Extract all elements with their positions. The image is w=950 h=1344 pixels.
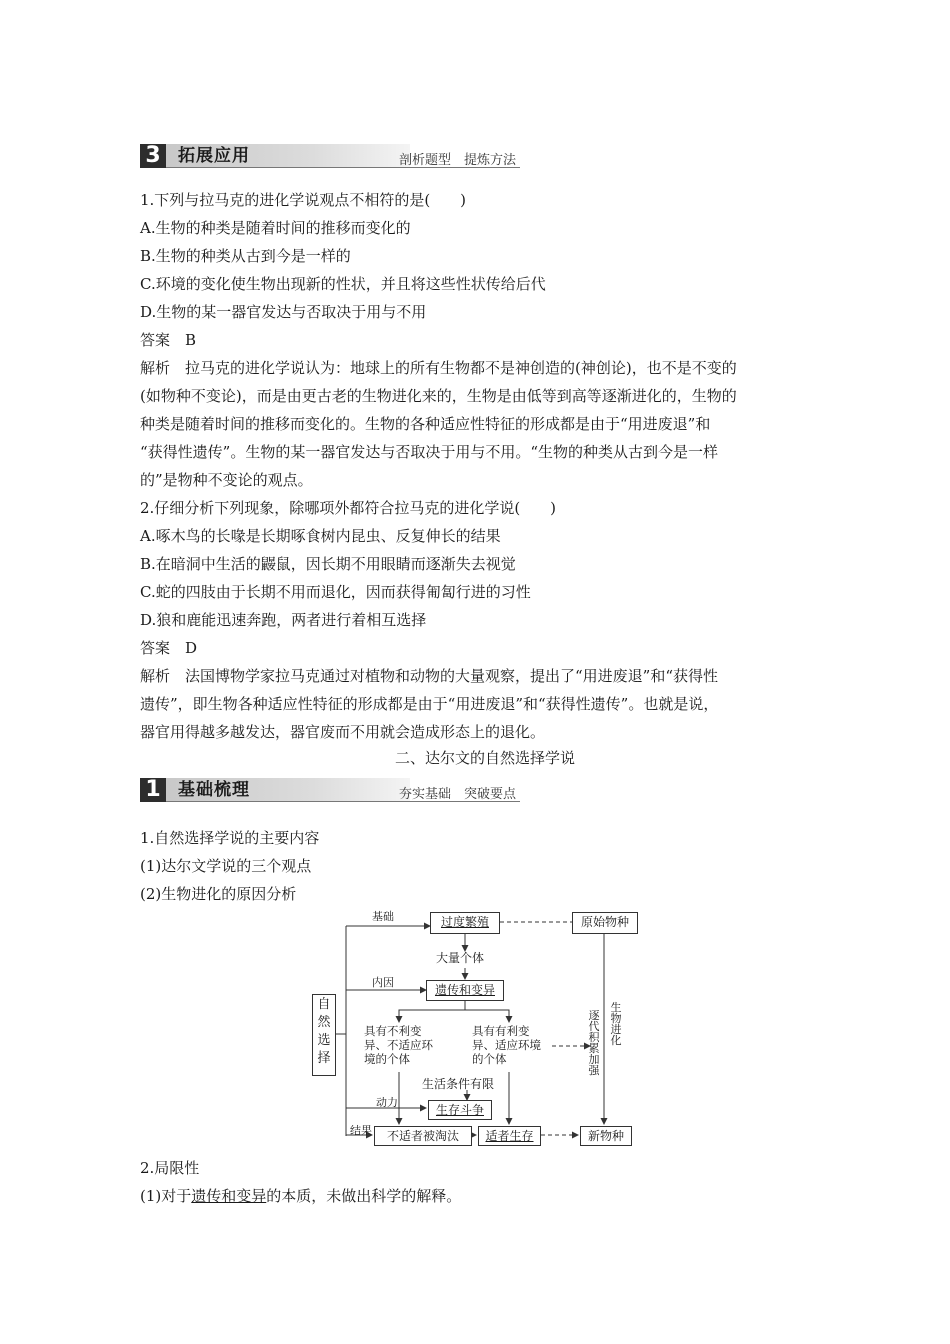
accumulate-vertical-text: 逐代积累加强 — [588, 1009, 600, 1077]
question-2-analysis-line: 解析 法国博物学家拉马克通过对植物和动物的大量观察，提出了“用进废退”和“获得性 — [140, 667, 719, 685]
section-number: 1 — [140, 778, 166, 802]
limitation-prefix: (1)对于 — [140, 1187, 192, 1205]
internal-cause-label: 内因 — [372, 976, 394, 989]
favorable-line: 具有有利变 — [472, 1024, 530, 1038]
question-1-option-c: C.环境的变化使生物出现新的性状，并且将这些性状传给后代 — [140, 275, 546, 293]
eliminated-box: 不适者被淘汰 — [374, 1126, 472, 1146]
unfavorable-line: 具有不利变 — [364, 1024, 422, 1038]
item-heading: 1.自然选择学说的主要内容 — [140, 829, 320, 847]
heredity-variation-text: 遗传和变异 — [434, 983, 495, 997]
section-subtitle: 剖析题型 提炼方法 — [398, 153, 516, 168]
section-banner-extend — [140, 144, 520, 168]
section-title: 拓展应用 — [166, 144, 410, 168]
limitation-1 — [140, 1186, 830, 1206]
heredity-variation-box — [426, 980, 504, 1001]
limitation-suffix: 的本质，未做出科学的解释。 — [266, 1187, 462, 1205]
question-1-answer: 答案 B — [140, 331, 197, 349]
section-subtitle: 夯实基础 突破要点 — [398, 787, 516, 802]
question-1-stem: 1.下列与拉马克的进化学说观点不相符的是( ) — [140, 191, 467, 209]
question-2-analysis-line: 器官用得越多越发达，器官废而不用就会造成形态上的退化。 — [140, 723, 546, 741]
driving-force-label: 动力 — [376, 1096, 398, 1109]
question-1-analysis-line: 解析 拉马克的进化学说认为：地球上的所有生物都不是神创造的(神创论)，也不是不变的 — [140, 359, 737, 377]
question-2-stem: 2.仔细分析下列现象，除哪项外都符合拉马克的进化学说( ) — [140, 499, 557, 517]
section-number: 3 — [140, 144, 166, 168]
section-title: 基础梳理 — [166, 778, 410, 802]
question-2-option-a: A.啄木鸟的长喙是长期啄食树内昆虫、反复伸长的结果 — [140, 527, 501, 545]
question-1-analysis-line: 的”是物种不变论的观点。 — [140, 471, 313, 489]
struggle-box — [428, 1100, 492, 1120]
question-1-option-a: A.生物的种类是随着时间的推移而变化的 — [140, 219, 411, 237]
many-individuals-text: 大量个体 — [436, 951, 485, 965]
limited-conditions-text: 生活条件有限 — [422, 1077, 495, 1091]
unfavorable-individuals — [364, 1024, 433, 1066]
favorable-individuals — [472, 1024, 541, 1066]
overproduction-box — [430, 912, 500, 934]
question-1-analysis-line: “获得性遗传”。生物的某一器官发达与否取决于用与不用。“生物的种类从古到今是一样 — [140, 443, 719, 461]
question-2-option-d: D.狼和鹿能迅速奔跑，两者进行着相互选择 — [140, 611, 427, 629]
part-title: 二、达尔文的自然选择学说 — [394, 749, 575, 767]
sub-item: (2)生物进化的原因分析 — [140, 885, 297, 903]
survival-text: 适者生存 — [485, 1129, 534, 1143]
result-label: 结果 — [350, 1124, 372, 1137]
survival-box — [478, 1126, 541, 1146]
question-2-analysis-line: 遗传”，即生物各种适应性特征的形成都是由于“用进废退”和“获得性遗传”。也就是说， — [140, 695, 719, 713]
natural-selection-label: 自然选择 — [312, 994, 336, 1076]
question-2-option-b: B.在暗洞中生活的鼹鼠，因长期不用眼睛而逐渐失去视觉 — [140, 555, 516, 573]
favorable-line: 异、适应环境 — [472, 1038, 541, 1052]
question-1-analysis-line: 种类是随着时间的推移而变化的。生物的各种适应性特征的形成都是由于“用进废退”和 — [140, 415, 711, 433]
basis-label: 基础 — [372, 910, 394, 923]
limitation-key-term: 遗传和变异 — [191, 1187, 267, 1205]
unfavorable-line: 异、不适应环 — [364, 1038, 433, 1052]
item-heading: 2.局限性 — [140, 1159, 200, 1177]
sub-item: (1)达尔文学说的三个观点 — [140, 857, 312, 875]
evolution-vertical-text: 生物进化 — [610, 1001, 622, 1047]
question-1-option-b: B.生物的种类从古到今是一样的 — [140, 247, 351, 265]
question-1-option-d: D.生物的某一器官发达与否取决于用与不用 — [140, 303, 427, 321]
question-2-answer: 答案 D — [140, 639, 198, 657]
unfavorable-line: 境的个体 — [364, 1052, 410, 1066]
section-banner-basic — [140, 778, 520, 802]
question-1-analysis-line: (如物种不变论)，而是由更古老的生物进化来的，生物是由低等到高等逐渐进化的，生物的 — [140, 387, 737, 405]
new-species-box: 新物种 — [580, 1126, 632, 1146]
struggle-text: 生存斗争 — [435, 1103, 484, 1117]
question-2-option-c: C.蛇的四肢由于长期不用而退化，因而获得匍匐行进的习性 — [140, 583, 531, 601]
evolution-flow-diagram — [306, 906, 646, 1152]
original-species-box: 原始物种 — [572, 912, 638, 934]
favorable-line: 的个体 — [472, 1052, 507, 1066]
overproduction-text: 过度繁殖 — [440, 915, 489, 929]
